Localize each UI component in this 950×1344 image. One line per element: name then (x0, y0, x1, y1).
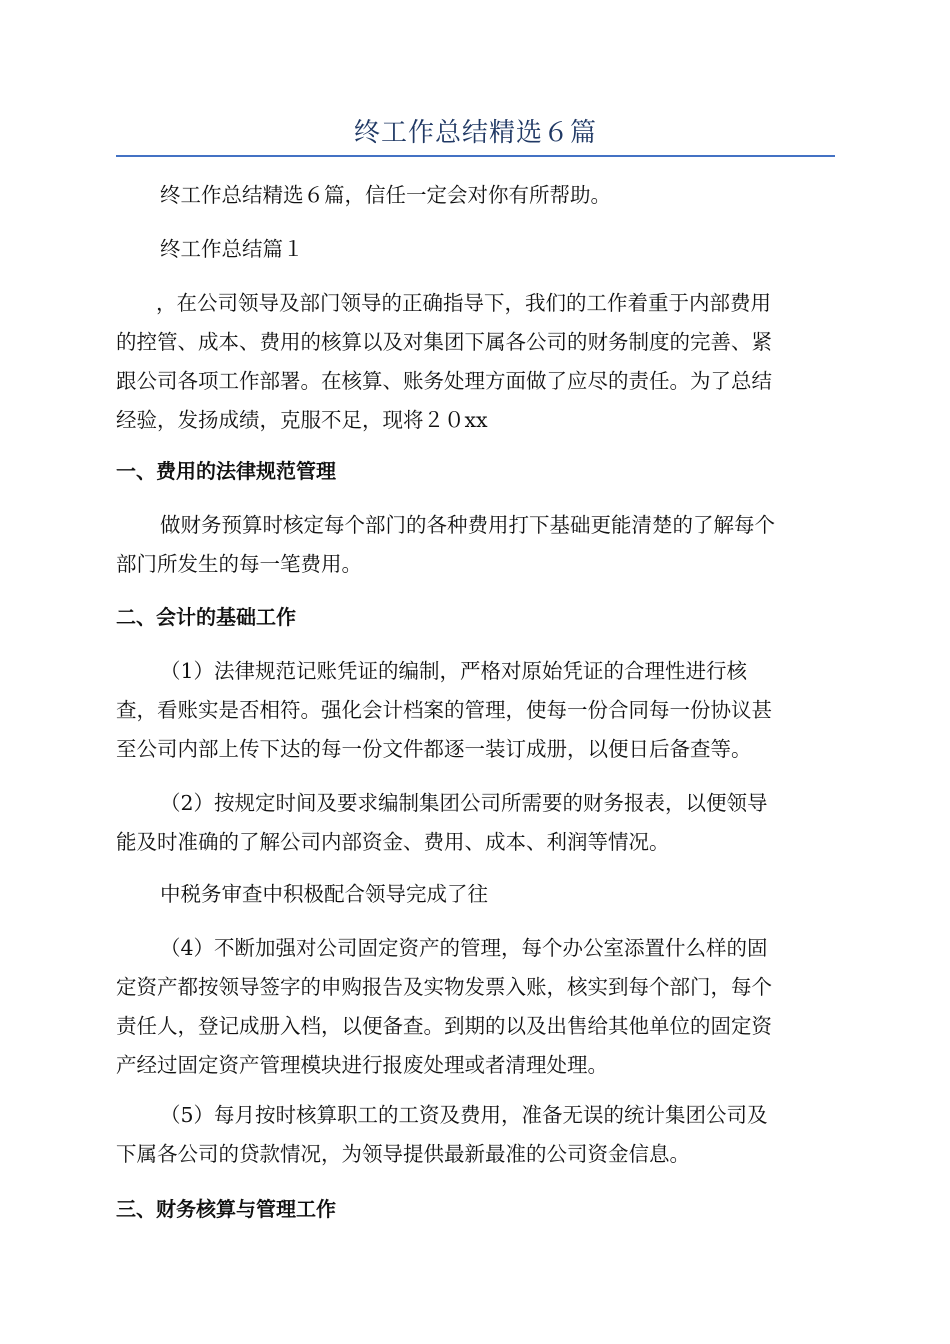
paragraph-line: 下属各公司的贷款情况，为领导提供最新最准的公司资金信息。 (116, 1142, 690, 1166)
paragraph-line: ，在公司领导及部门领导的正确指导下，我们的工作着重于内部费用 (156, 291, 771, 315)
section-label-line: 终工作总结篇１ (160, 237, 304, 261)
paragraph-2 (116, 506, 835, 584)
paragraph-line: 产经过固定资产管理模块进行报废处理或者清理处理。 (116, 1053, 608, 1077)
paragraph-3 (116, 652, 835, 769)
paragraph-line: 定资产都按领导签字的申购报告及实物发票入账，核实到每个部门，每个 (116, 975, 772, 999)
intro-line: 终工作总结精选６篇，信任一定会对你有所帮助。 (160, 183, 611, 207)
paragraph-line: 责任人，登记成册入档，以便备查。到期的以及出售给其他单位的固定资 (116, 1014, 772, 1038)
paragraph-line: 做财务预算时核定每个部门的各种费用打下基础更能清楚的了解每个 (160, 513, 775, 537)
paragraph-line: （5）每月按时核算职工的工资及费用，准备无误的统计集团公司及 (160, 1103, 768, 1127)
paragraph-4 (116, 784, 835, 862)
paragraph-line: （1）法律规范记账凭证的编制，严格对原始凭证的合理性进行核 (160, 659, 748, 683)
paragraph-line: （4）不断加强对公司固定资产的管理，每个办公室添置什么样的固 (160, 936, 768, 960)
paragraph-7 (116, 1096, 835, 1174)
paragraph-line: 中税务审查中积极配合领导完成了往 (160, 882, 488, 906)
paragraph-line: 的控管、成本、费用的核算以及对集团下属各公司的财务制度的完善、紧 (116, 330, 772, 354)
paragraph-line: 部门所发生的每一笔费用。 (116, 552, 362, 576)
paragraph-line: 跟公司各项工作部署。在核算、账务处理方面做了应尽的责任。为了总结 (116, 369, 772, 393)
paragraph-5 (116, 875, 835, 914)
paragraph-line: 经验，发扬成绩，克服不足，现将２０xx (116, 408, 488, 432)
paragraph-6 (116, 929, 835, 1085)
heading-1: 一、费用的法律规范管理 (116, 459, 336, 483)
paragraph-line: （2）按规定时间及要求编制集团公司所需要的财务报表，以便领导 (160, 791, 768, 815)
paragraph-line: 能及时准确的了解公司内部资金、费用、成本、利润等情况。 (116, 830, 670, 854)
intro-paragraph (116, 176, 835, 215)
paragraph-line: 至公司内部上传下达的每一份文件都逐一装订成册，以便日后备查等。 (116, 737, 752, 761)
heading-3: 三、财务核算与管理工作 (116, 1197, 336, 1221)
paragraph-1 (116, 284, 835, 440)
paragraph-line: 查，看账实是否相符。强化会计档案的管理，使每一份合同每一份协议甚 (116, 698, 772, 722)
section-label (116, 230, 835, 269)
title-underline (116, 155, 835, 157)
heading-2: 二、会计的基础工作 (116, 605, 296, 629)
document-title: 终工作总结精选６篇 (353, 118, 597, 148)
